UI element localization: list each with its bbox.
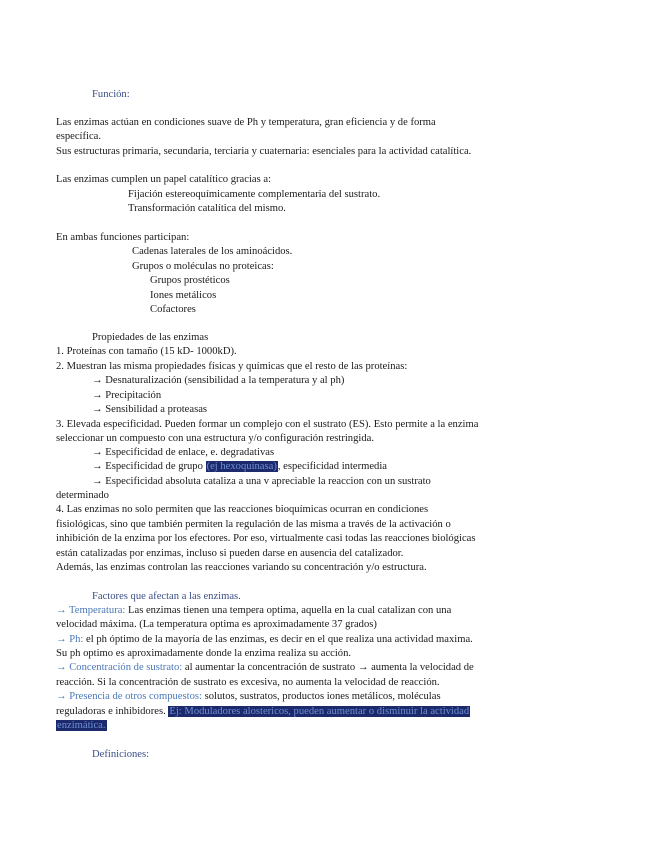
- paragraph-line: velocidad máxima. (La temperatura optima es aproximadamente 37 grados): [56, 619, 377, 630]
- paragraph-line: 1. Proteínas con tamaño (15 kD- 1000kD).: [56, 346, 237, 357]
- list-item: → Especificidad absoluta cataliza a una v apreciable la reaccion con un sustrato: [92, 476, 431, 487]
- list-item: → Desnaturalización (sensibilidad a la temperatura y al ph): [92, 375, 345, 386]
- heading-factores: Factores que afectan a las enzimas.: [92, 591, 241, 602]
- list-item: → Precipitación: [92, 390, 162, 401]
- highlighted-text: Ej: Moduladores alostericos, pueden aumentar o disminuir la actividad: [169, 706, 470, 717]
- list-item: Grupos o moléculas no proteicas:: [132, 261, 274, 272]
- paragraph-line: 2. Muestran las misma propiedades físicas y químicas que el resto de las proteínas:: [56, 361, 408, 372]
- paragraph-line: [56, 705, 470, 718]
- list-item: Cofactores: [150, 304, 196, 315]
- list-item: Fijación estereoquímicamente complementaria del sustrato.: [128, 189, 381, 200]
- factor-text: al aumentar la concentración de sustrato → aumenta la velocidad de: [182, 662, 474, 673]
- paragraph-line: fisiológicas, sino que también permiten la regulación de las misma a través de la activación o: [56, 519, 451, 530]
- factor-concentracion: [56, 661, 474, 674]
- paragraph-line: En ambas funciones participan:: [56, 232, 190, 243]
- paragraph-line: reacción. Si la concentración de sustrato es excesiva, no aumenta la velocidad de reacción.: [56, 677, 440, 688]
- paragraph-line: Sus estructuras primaria, secundaria, terciaria y cuaternaria: esenciales para la actividad catalítica.: [56, 146, 472, 157]
- paragraph-line: Además, las enzimas controlan las reacciones variando su concentración y/o estructura.: [56, 562, 427, 573]
- list-item: Iones metálicos: [150, 290, 217, 301]
- paragraph-line: 4. Las enzimas no solo permiten que las reacciones bioquímicas ocurran en condiciones: [56, 504, 429, 515]
- paragraph-line: [56, 719, 107, 732]
- paragraph-line: determinado: [56, 490, 109, 501]
- highlighted-text: enzimática.: [57, 720, 106, 731]
- paragraph-line: específica.: [56, 131, 101, 142]
- paragraph-line: 3. Elevada especificidad. Pueden formar un complejo con el sustrato (ES). Esto permite a la enzima: [56, 419, 479, 430]
- paragraph-line: Las enzimas cumplen un papel catalítico gracias a:: [56, 174, 272, 185]
- list-item: Transformación catalítica del mismo.: [128, 203, 286, 214]
- factor-compuestos: [56, 690, 441, 703]
- list-item: [92, 460, 387, 473]
- list-item: → Especificidad de enlace, e. degradativas: [92, 447, 275, 458]
- list-item: → Sensibilidad a proteasas: [92, 404, 208, 415]
- paragraph-line: inhibición de la enzima por los efectores. Por eso, virtualmente casi todas las reacciones biológicas: [56, 533, 476, 544]
- factor-label: → Ph:: [56, 634, 84, 645]
- paragraph-line: están catalizadas por enzimas, incluso si pueden darse en ausencia del catalizador.: [56, 548, 404, 559]
- factor-text: Las enzimas tienen una tempera optima, aquella en la cual catalizan con una: [125, 605, 452, 616]
- factor-temperatura: [56, 604, 451, 617]
- factor-text: solutos, sustratos, productos iones metálicos, moléculas: [201, 691, 441, 702]
- paragraph-line: Las enzimas actúan en condiciones suave de Ph y temperatura, gran eficiencia y de forma: [56, 117, 436, 128]
- factor-text: el ph óptimo de la mayoría de las enzimas, es decir en el que realiza una actividad maxima.: [83, 634, 473, 645]
- list-item: Cadenas laterales de los aminoácidos.: [132, 246, 293, 257]
- item-text: , especificidad intermedia: [277, 461, 387, 472]
- factor-ph: [56, 633, 473, 646]
- heading-propiedades: Propiedades de las enzimas: [92, 332, 209, 343]
- item-text: → Especificidad de grupo: [92, 461, 206, 472]
- factor-label: → Temperatura:: [56, 605, 126, 616]
- heading-funcion: Función:: [92, 89, 130, 100]
- list-item: Grupos prostéticos: [150, 275, 230, 286]
- heading-definiciones: Definiciones:: [92, 749, 150, 760]
- paragraph-line: seleccionar un compuesto con una estructura y/o configuración restringida.: [56, 433, 374, 444]
- factor-text: reguladoras e inhibidores.: [56, 706, 169, 717]
- highlighted-text: (ej hexoquinasa): [206, 461, 277, 472]
- paragraph-line: Su ph optimo es aproximadamente donde la enzima realiza su acción.: [56, 648, 352, 659]
- factor-label: → Presencia de otros compuestos:: [56, 691, 202, 702]
- factor-label: → Concentración de sustrato:: [56, 662, 183, 673]
